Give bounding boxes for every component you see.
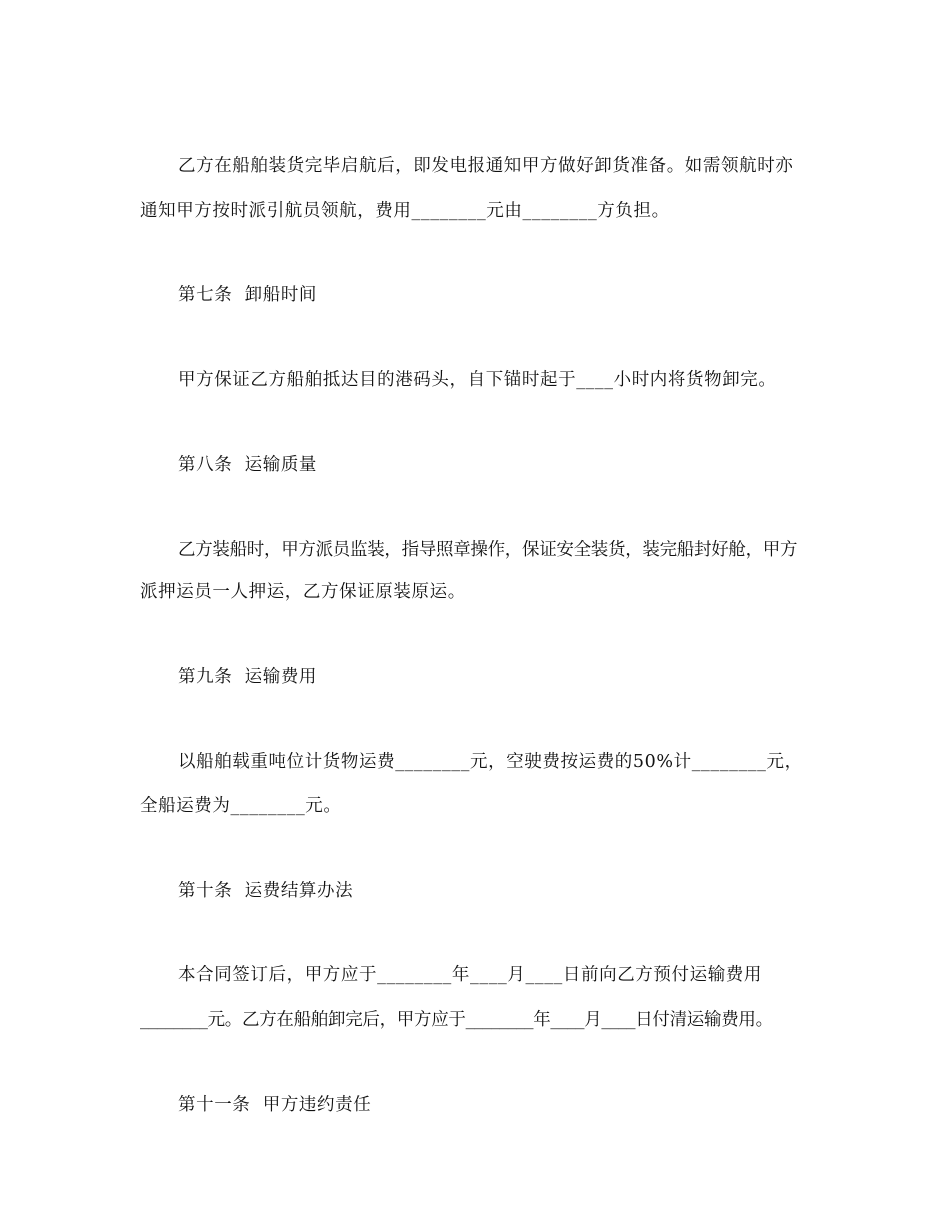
- paragraph-line: 全船运费为________元。: [140, 796, 342, 816]
- paragraph-line: 甲方保证乙方船舶抵达目的港码头，自下锚时起于____小时内将货物卸完。: [178, 370, 777, 390]
- section-heading: 第八条 运输质量: [178, 455, 318, 475]
- paragraph-line: 乙方装船时，甲方派员监装，指导照章操作，保证安全装货，装完船封好舱，甲方: [178, 540, 798, 560]
- section-heading: 第十一条 甲方违约责任: [178, 1095, 372, 1115]
- paragraph-line: 通知甲方按时派引航员领航，费用________元由________方负担。: [140, 201, 670, 221]
- paragraph-line: 本合同签订后，甲方应于________年____月____日前向乙方预付运输费用: [178, 965, 762, 985]
- paragraph-line: 以船舶载重吨位计货物运费________元，空驶费按运费的50%计________元，: [178, 752, 803, 772]
- section-heading: 第九条 运输费用: [178, 667, 318, 687]
- section-heading: 第十条 运费结算办法: [178, 881, 354, 901]
- paragraph-line: 派押运员一人押运，乙方保证原装原运。: [140, 582, 466, 602]
- paragraph-line: 乙方在船舶装货完毕启航后，即发电报通知甲方做好卸货准备。如需领航时亦: [178, 156, 794, 176]
- section-heading: 第七条 卸船时间: [178, 285, 318, 305]
- paragraph-line: ________元。乙方在船舶卸完后，甲方应于________年____月____日付清运输费用。: [140, 1010, 773, 1030]
